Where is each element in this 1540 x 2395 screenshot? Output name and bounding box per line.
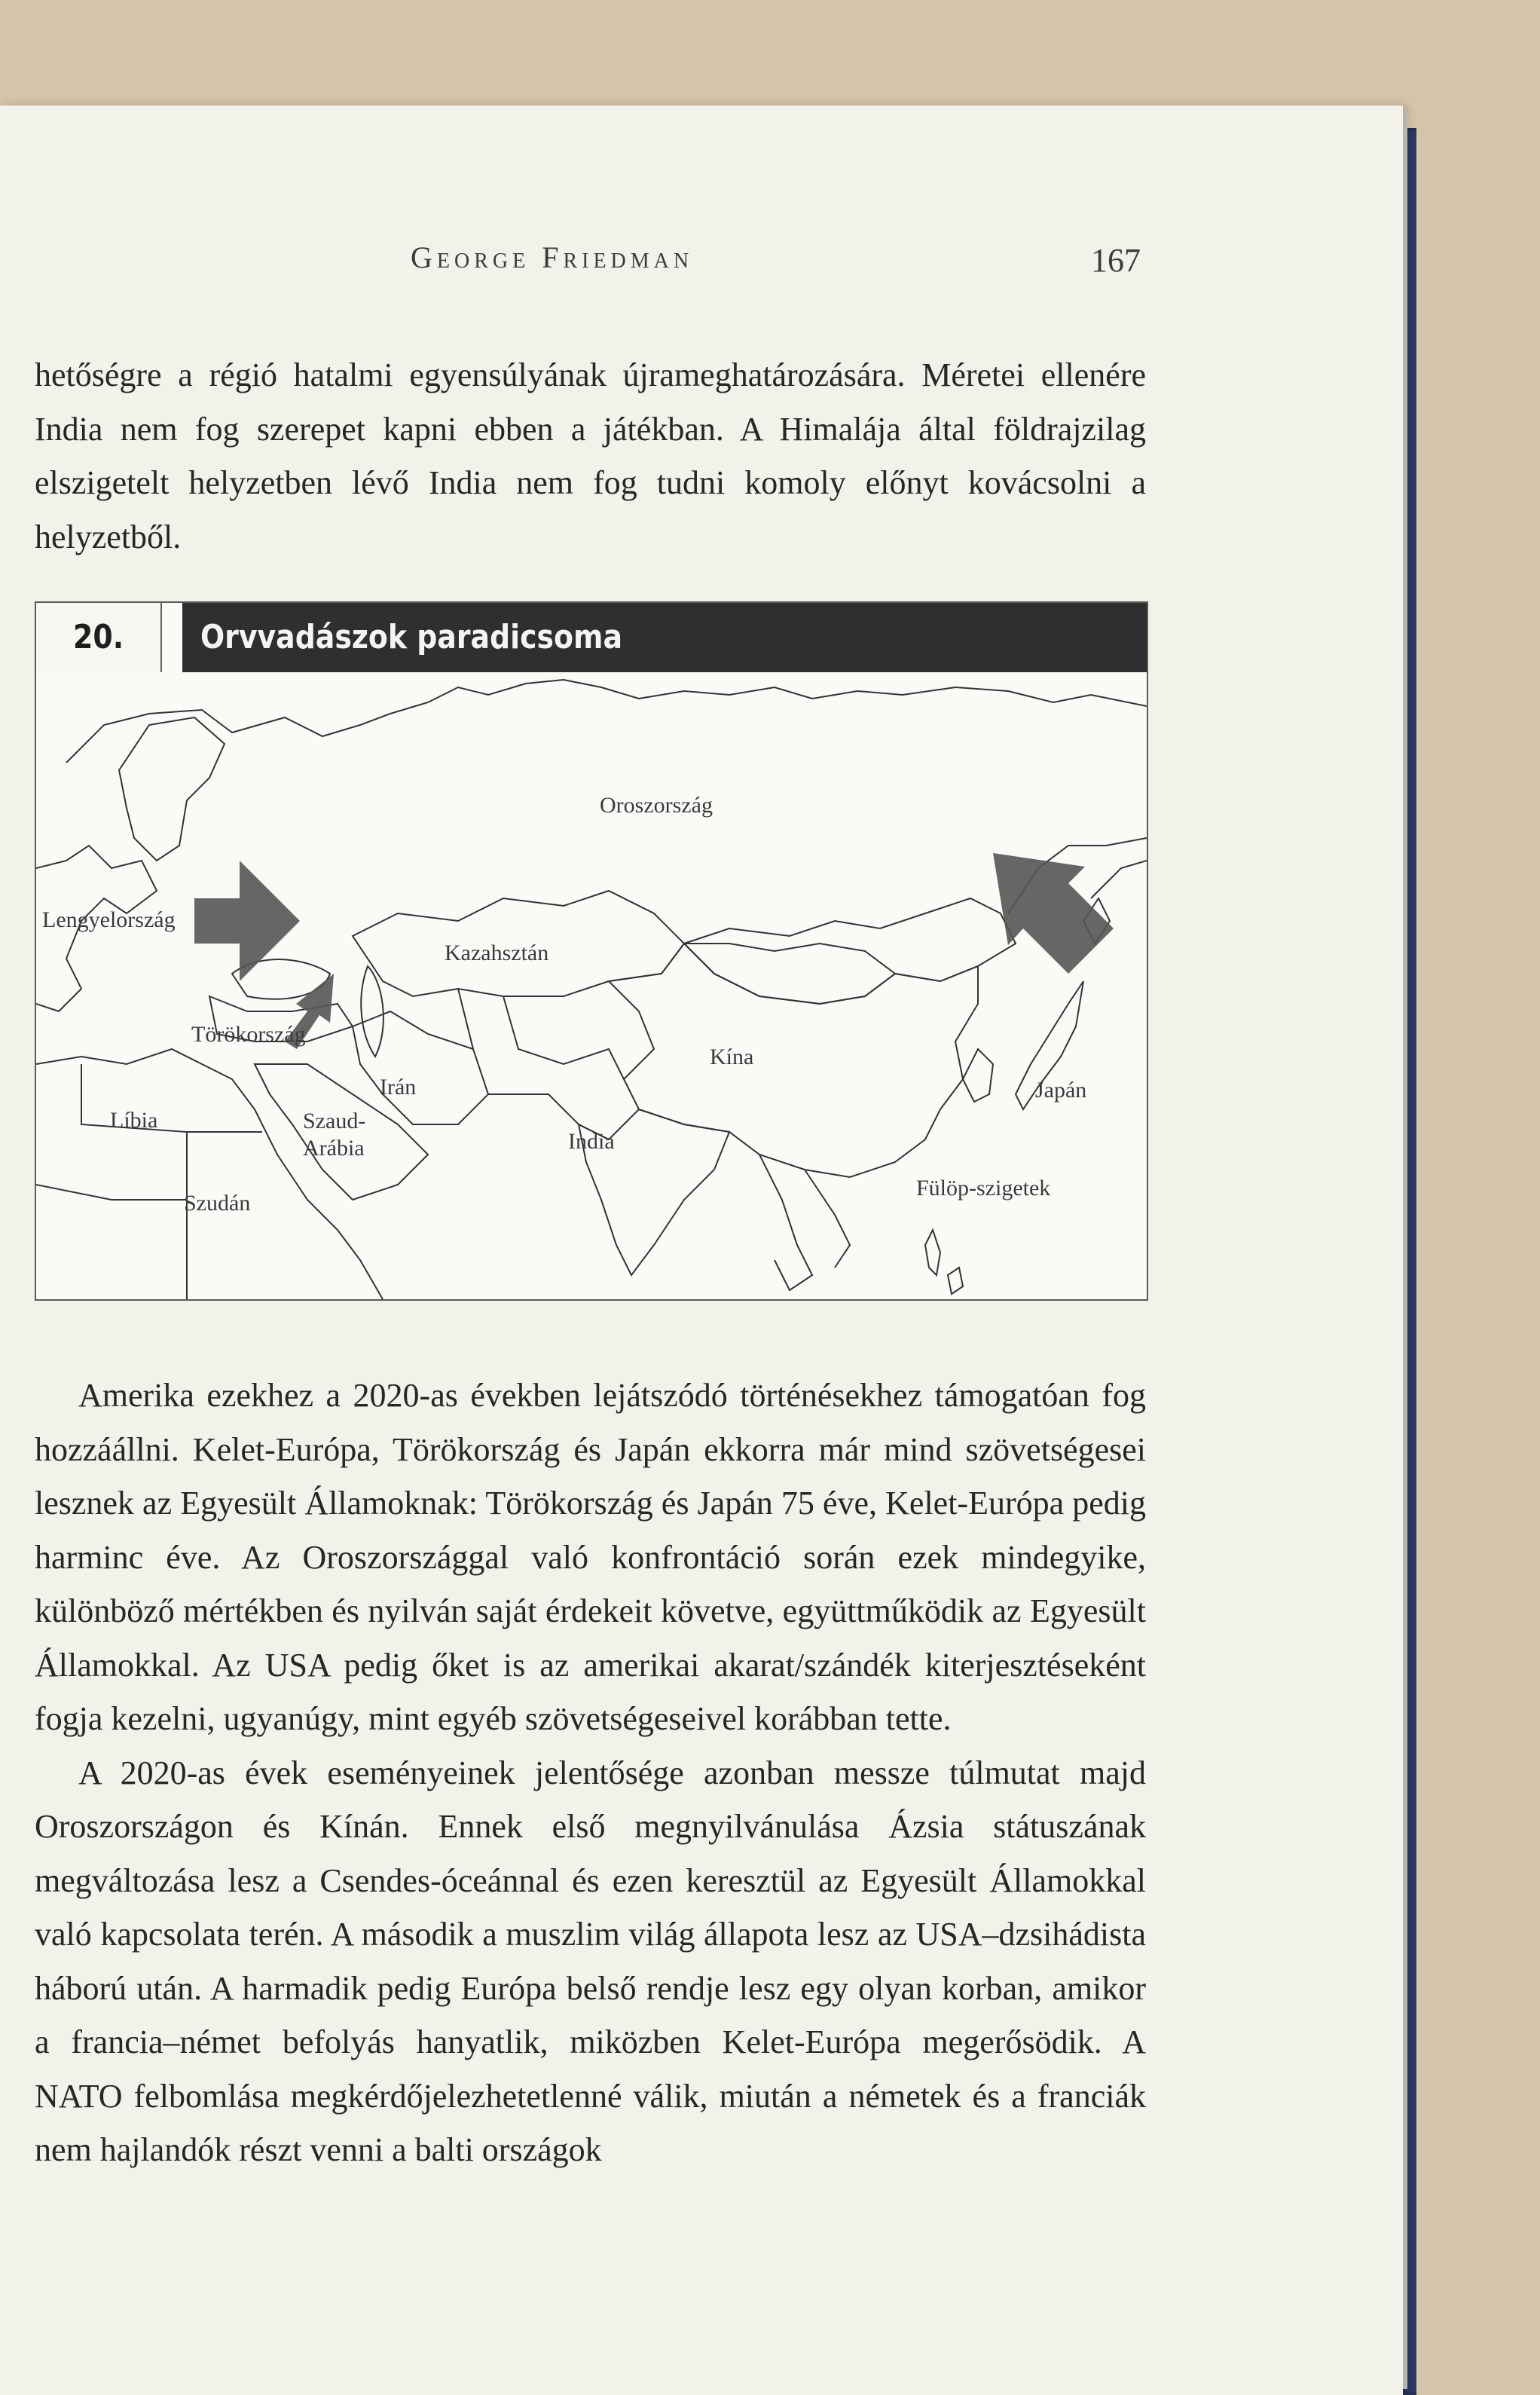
label-saudi-arabia: Szaud- Arábia: [303, 1109, 366, 1161]
running-head-author: George Friedman: [411, 240, 694, 274]
figure-20: [35, 601, 1148, 1301]
figure-title-bar: [182, 603, 1147, 672]
paragraph-2: A 2020-as évek eseményeinek jelentősége azonban messze túlmutat majd Oroszországon és Kínán. Ennek első megnyilvánulása Ázsia státuszának megváltozása lesz a Csendes-óceánnal és ezen keresztül az Egyesült Államokkal való kapcsolata terén. A második a muszlim világ állapota lesz az USA–dzsihádista háború után. A harmadik pedig Európa belső rendje lesz egy olyan korban, amikor a francia–német befolyás hanyatlik, miközben Kelet-Európa megerősödik. A NATO felbomlása megkérdőjelezhetetlenné válik, miután a németek és a franciák nem hajlandók részt venni a balti országok: [35, 1754, 1146, 2168]
eurasia-map: [36, 672, 1147, 1299]
label-china: Kína: [710, 1045, 754, 1069]
paragraph-1: Amerika ezekhez a 2020-as években lejátszódó történésekhez támogatóan fog hozzáállni. Kelet-Európa, Törökország és Japán ekkorra már mind szövetségesei lesznek az Egyesült Államoknak: Törökország és Japán 75 éve, Kelet-Európa pedig harminc éve. Az Oroszországgal való konfrontáció során ezek mindegyike, különböző mértékben és nyilván saját érdekeit követve, együttműködik az Egyesült Államokkal. Az USA pedig őket is az amerikai akarat/szándék kiterjesztéseként fogja kezelni, ugyanúgy, mint egyéb szövetségeseivel korábban tette.: [35, 1377, 1146, 1737]
label-india: India: [568, 1129, 615, 1154]
top-text-block: [35, 348, 1146, 564]
label-sudan: Szudán: [184, 1191, 251, 1216]
label-russia: Oroszország: [600, 793, 713, 818]
figure-header: [36, 603, 1147, 672]
page-number: 167: [1091, 242, 1141, 279]
bottom-text-block: [35, 1369, 1146, 2177]
label-iran: Irán: [380, 1075, 417, 1100]
label-poland: Lengyelország: [42, 907, 176, 932]
figure-title: Orvvadászok paradicsoma: [200, 618, 622, 656]
label-kazakhstan: Kazahsztán: [445, 941, 549, 965]
label-japan: Japán: [1035, 1078, 1087, 1103]
label-libya: Líbia: [110, 1108, 158, 1133]
label-philippines: Fülöp-szigetek: [916, 1176, 1051, 1201]
figure-number: 20.: [36, 603, 162, 672]
label-turkey: Törökország: [191, 1022, 306, 1047]
paragraph-continued: hetőségre a régió hatalmi egyensúlyának újrameghatározására. Méretei ellenére India nem fog szerepet kapni ebben a játékban. A Himalája által földrajzilag elszigetelt helyzetben lévő India nem fog tudni komoly előnyt kovácsolni a helyzetből.: [35, 356, 1146, 555]
